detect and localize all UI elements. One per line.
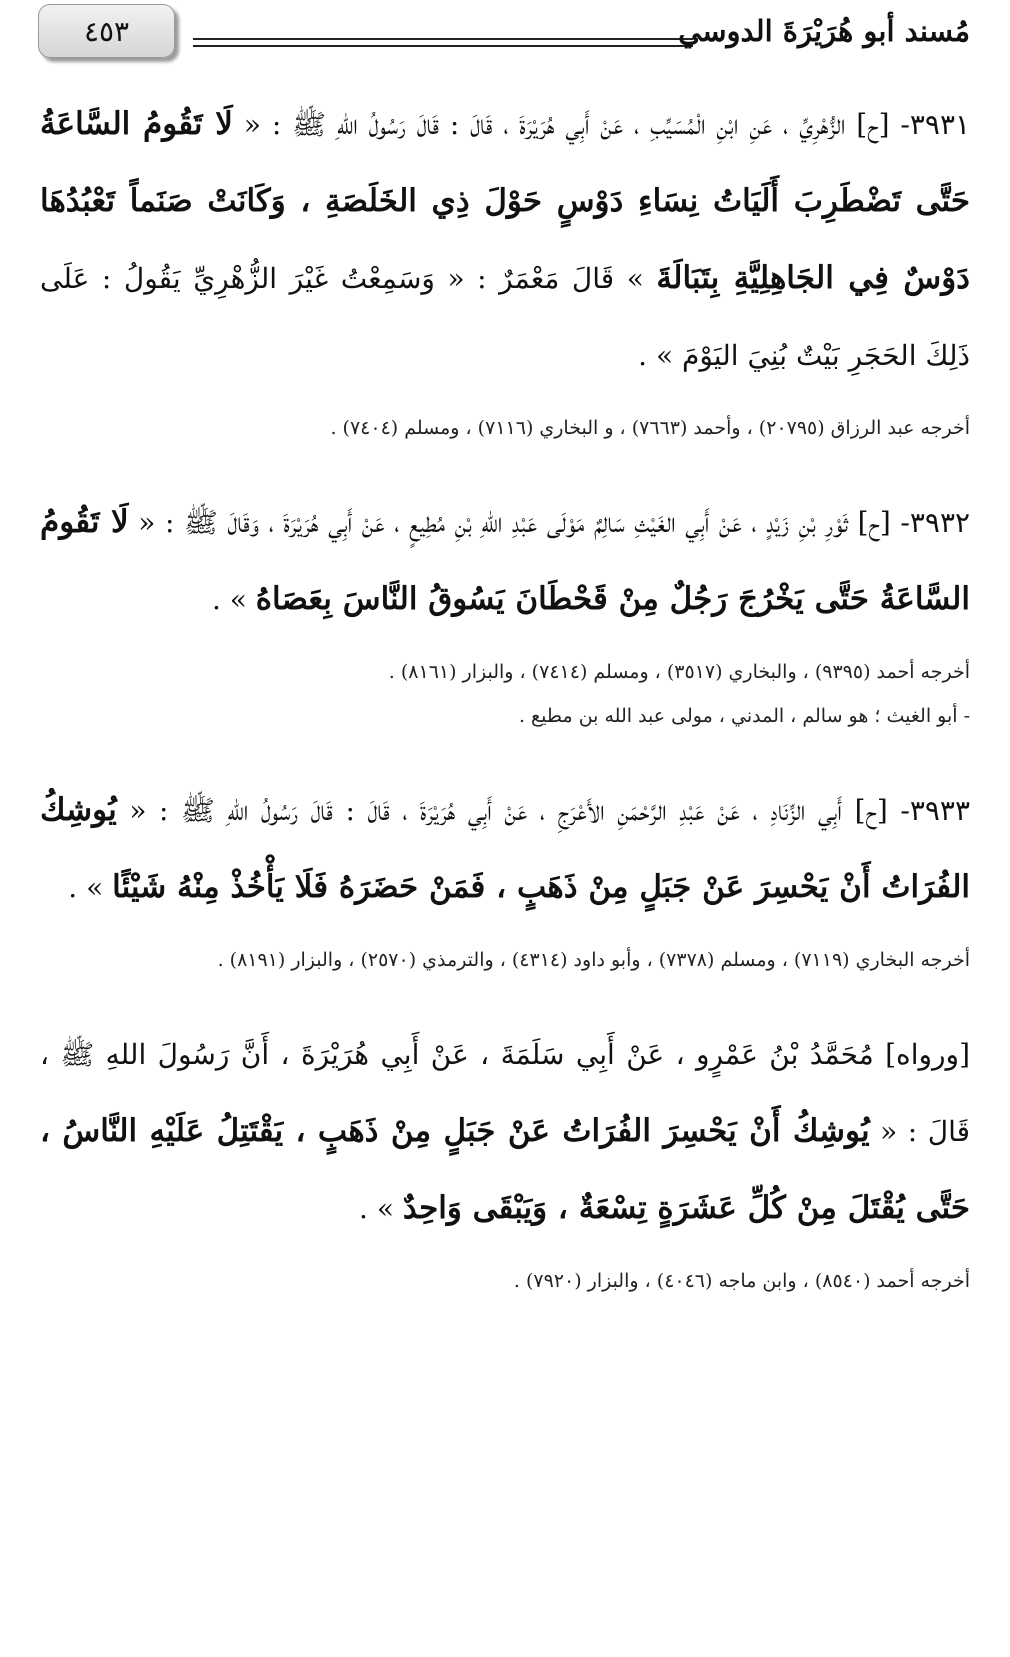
- hadith-text: [40, 1016, 970, 1247]
- hadith-number: [ورواه]: [885, 1038, 970, 1071]
- hadith-isnad: الزُّهْرِيِّ ، عَنِ ابْنِ الْمُسَيِّبِ ، عَنْ أَبِي هُرَيْرَةَ ، قَالَ : قَالَ رَسُولُ اللهِ ﷺ : «: [243, 108, 846, 141]
- hadith-tail: » .: [359, 1192, 394, 1225]
- hadith-tail: » قَالَ مَعْمَرٌ : « وَسَمِعْتُ غَيْرَ الزُّهْرِيِّ يَقُولُ : عَلَى ذَلِكَ الحَجَرِ بَيْتٌ بُنِيَ اليَوْمَ » .: [40, 262, 970, 372]
- header-double-rule: [193, 38, 693, 47]
- hadith-text: [40, 484, 970, 638]
- hadith-matn: لَا تَقُومُ السَّاعَةُ حَتَّى تَضْطَرِبَ أَلَيَاتُ نِسَاءِ دَوْسٍ حَوْلَ ذِي الخَلَصَةِ ، وَكَانَتْ صَنَماً تَعْبُدُهَا دَوْسٌ فِي الجَاهِلِيَّةِ بِتَبَالَةَ: [40, 106, 970, 296]
- hadith-isnad: ثَوْرِ بْنِ زَيْدٍ ، عَنْ أَبِي الغَيْثِ سَالِمٌ مَوْلَى عَبْدِ اللهِ بْنِ مُطِيعٍ ، عَنْ أَبِي هُرَيْرَةَ ، وَقَالَ ﷺ : «: [138, 506, 848, 539]
- hadith-matn: يُوشِكُ الفُرَاتُ أَنْ يَحْسِرَ عَنْ جَبَلٍ مِنْ ذَهَبٍ ، فَمَنْ حَضَرَهُ فَلَا يَأْخُذْ مِنْهُ شَيْئًا: [40, 792, 970, 905]
- takhrij-note: أخرجه أحمد (٨٥٤٠) ، وابن ماجه (٤٠٤٦) ، والبزار (٧٩٢٠) .: [513, 1270, 970, 1292]
- hadith-tail: » .: [211, 583, 247, 616]
- hadith-isnad: أَبِي الزِّنَادِ ، عَنْ عَبْدِ الرَّحْمَنِ الأَعْرَجِ ، عَنْ أَبِي هُرَيْرَةَ ، قَالَ : قَالَ رَسُولُ اللهِ ﷺ : «: [129, 794, 843, 827]
- page-header: [38, 4, 970, 60]
- narrator-note: - أبو الغيث ؛ هو سالم ، المدني ، مولى عبد الله بن مطيع .: [518, 705, 970, 727]
- hadith-entry-riwaya: [40, 1016, 970, 1301]
- hadith-matn: لَا تَقُومُ السَّاعَةُ حَتَّى يَخْرُجَ رَجُلٌ مِنْ قَحْطَانَ يَسُوقُ النَّاسَ بِعَصَاهُ: [40, 504, 970, 617]
- hadith-number: ٣٩٣١- [ح]: [856, 108, 971, 141]
- hadith-text: [40, 86, 970, 394]
- hadith-tail: » .: [68, 871, 104, 904]
- takhrij-note: أخرجه أحمد (٩٣٩٥) ، والبخاري (٣٥١٧) ، ومسلم (٧٤١٤) ، والبزار (٨١٦١) .: [388, 661, 970, 683]
- hadith-isnad: مُحَمَّدُ بْنُ عَمْرٍو ، عَنْ أَبِي سَلَمَةَ ، عَنْ أَبِي هُرَيْرَةَ ، أَنَّ رَسُولَ اللهِ ﷺ ، قَالَ : «: [40, 1038, 970, 1148]
- takhrij-note: أخرجه البخاري (٧١١٩) ، ومسلم (٧٣٧٨) ، وأبو داود (٤٣١٤) ، والترمذي (٢٥٧٠) ، والبزار (٨١٩١) .: [217, 949, 970, 971]
- hadith-entry-3932: [40, 484, 970, 736]
- hadith-number: ٣٩٣٢- [ح]: [857, 506, 971, 539]
- takhrij-note: أخرجه عبد الرزاق (٢٠٧٩٥) ، وأحمد (٧٦٦٣) ، و البخاري (٧١١٦) ، ومسلم (٧٤٠٤) .: [330, 417, 970, 439]
- hadith-entry-3931: [40, 86, 970, 448]
- page-body: [40, 86, 970, 1331]
- hadith-matn: يُوشِكُ أَنْ يَحْسِرَ الفُرَاتُ عَنْ جَبَلٍ مِنْ ذَهَبٍ ، يَقْتَتِلُ عَلَيْهِ النَّاسُ ، حَتَّى يُقْتَلَ مِنْ كُلِّ عَشَرَةٍ تِسْعَةٌ ، وَيَبْقَى وَاحِدٌ: [40, 1113, 970, 1226]
- hadith-number: ٣٩٣٣- [ح]: [854, 794, 970, 827]
- hadith-entry-3933: [40, 772, 970, 980]
- page-number: ٤٥٣: [83, 14, 130, 48]
- running-title: مُسند أبو هُرَيْرَةَ الدوسي: [678, 14, 970, 48]
- hadith-text: [40, 772, 970, 926]
- page-number-tab: [38, 4, 175, 58]
